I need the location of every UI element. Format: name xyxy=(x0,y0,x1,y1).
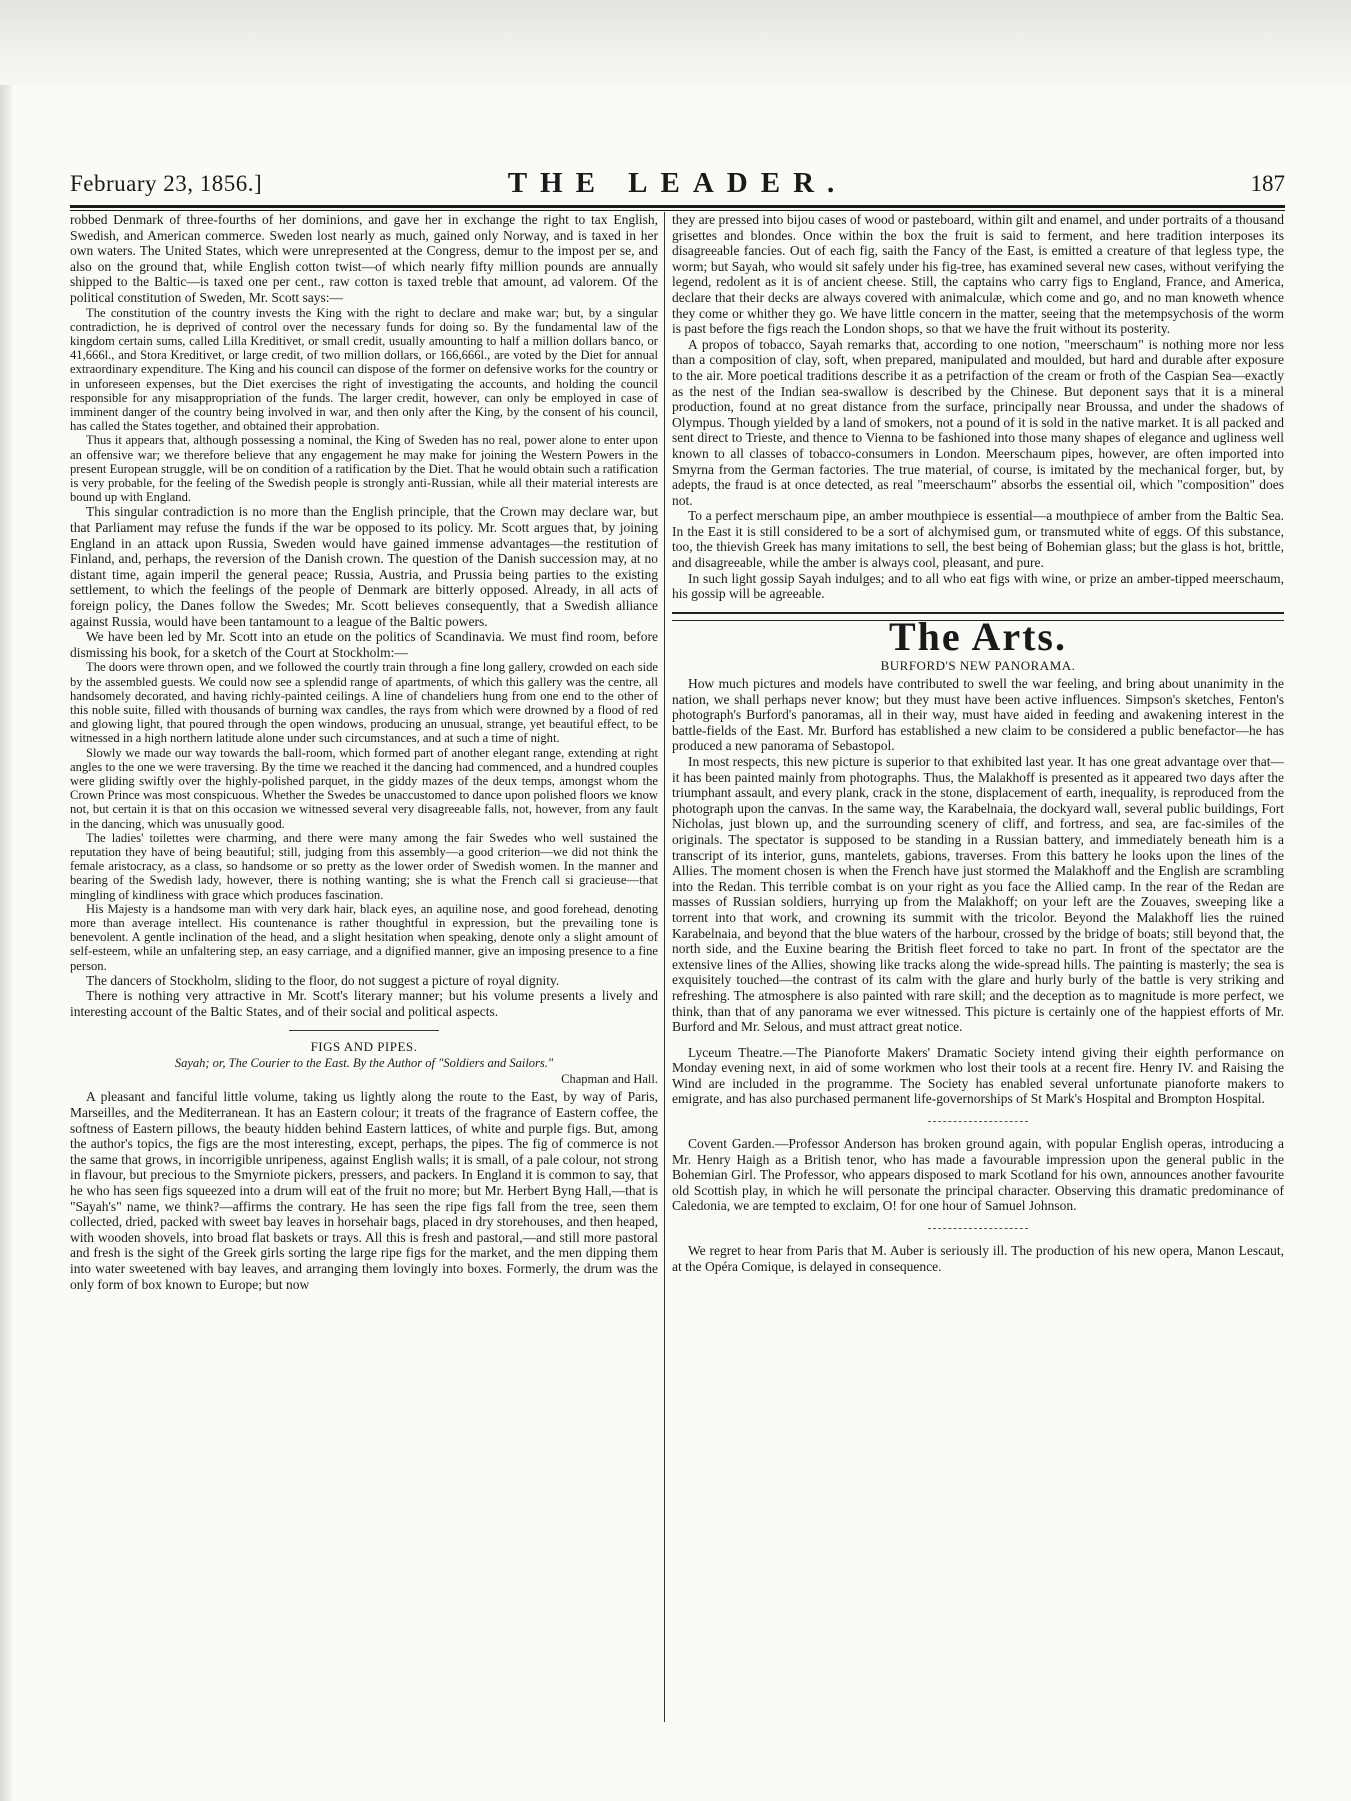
quoted-paragraph: Thus it appears that, although possessing a nominal, the King of Sweden has no real, power alone to enter upon an offensive war; we therefore believe that any engagement he may make for joining the Western Powers in the present European struggle, will be on condition of a ratification by the Diet. That he would obtain such a ratification is very probable, for the feeling of the Swedish people is strongly anti-Russian, while all their material interests are bound up with England. xyxy=(70,433,658,505)
masthead-title: THE LEADER. xyxy=(507,167,848,199)
right-paragraph: In most respects, this new picture is superior to that exhibited last year. It has one great advantage over that—it has been painted mainly from photographs. Thus, the Malakhoff is presented as it appeared two days after the triumphant assault, and every plank, crack in the stone, displacement of earth, inequality, is reproduced from the photograph upon the canvas. In the same way, the Karabelnaia, the dockyard wall, several public buildings, Fort Nicholas, just blown up, and the surrounding scenery of cliff, and fortress, and sea, are fac-similes of the originals. The spectator is supposed to be standing in a Russian battery, and immediately beneath him is a transcript of its interior, guns, mantelets, gabions, traverses. From this battery he looks upon the lines of the Allies. The moment chosen is when the French have just stormed the Malakhoff and the English are scrambling into the Redan. This terrible combat is on your right as you face the Allied camp. In the rear of the Redan are masses of Russian soldiers, hurrying up from the Malakhoff; on your left are the Zouaves, sweeping like a torrent into that work, and crowning its summit with the tricolor. Beyond the Malakhoff lies the ruined Karabelnaia, and beyond that the blue waters of the harbour, crossed by the bridge of boats; still beyond that, the north side, and the Euxine bearing the British fleet forced to take no part. In front of the spectator are the extensive lines of the Allies, showing like tracks along the wide-spread hills. The painting is masterly; the sea is exquisitely touched—the contrast of its calm with the glare and hurly burly of the battle is very striking and refreshing. The atmosphere is also painted with rare skill; and the deception as to magnitude is more perfect, we think, than that of any panorama we ever witnessed. This picture is certainly one of the happiest efforts of Mr. Burford and Mr. Selous, and must attract great notice. xyxy=(672,754,1284,1035)
header-rule-thin xyxy=(70,210,1285,211)
figs-book-title: Sayah; or, The Courier to the East. By the Author of "Soldiers and Sailors." xyxy=(174,1056,554,1071)
scan-spine-shadow xyxy=(0,85,12,1801)
right-paragraph: they are pressed into bijou cases of wood or pasteboard, within gilt and enamel, and under portraits of a thousand grisettes and blondes. Once within the box the fruit is said to ferment, and here tradition interposes its disagreeable fancies. Out of each fig, saith the Fancy of the East, is emitted a creature of that legless type, the worm; but Sayah, who would sit safely under his fig-tree, has examined several new cases, without verifying the legend, redolent as it is of ancient cheese. Still, the captains who carry figs to England, France, and America, declare that their decks are always covered with animalculæ, which come and go, and no man knoweth whence they come or whither they go. We have little concern in the matter, seeing that the metempsychosis of the worm is past before the figs reach the London shops, so that we have the fruit without its posterity. xyxy=(672,212,1284,337)
quoted-paragraph: The doors were thrown open, and we followed the courtly train through a fine long gallery, crowded on each side by the assembled guests. We could now see a splendid range of apartments, of which this gallery was the centre, all handsomely decorated, and having richly-painted ceilings. A line of chandeliers hung from one end to the other of this noble suite, filled with thousands of burning wax candles, the rays from which were drowned by a flood of red and glowing light, that poured through the open windows, producing an unusual, strange, yet beautiful effect, to be witnessed in a high northern latitude alone under such circumstances, and at such a time of night. xyxy=(70,660,658,746)
quoted-paragraph: The ladies' toilettes were charming, and there were many among the fair Swedes who well sustained the reputation they have of being beautiful; still, judging from this assembly—a good criterion—we did not think the female aristocracy, as a class, so handsome or so pretty as the lower order of Swedish women. In the manner and bearing of the Swedish lady, however, there is nothing wanting; she is what the French call si gracieuse—that mingling of kindliness with grace which produces fascination. xyxy=(70,830,658,902)
left-paragraph: This singular contradiction is no more than the English principle, that the Crown may declare war, but that Parliament may refuse the funds if the war be opposed to its policy. Mr. Scott argues that, by joining England in an attack upon Russia, Sweden would have gained immense advantages—the restitution of Finland, and, perhaps, the reversion of the Danish crown. The question of the Danish succession may, at no distant time, again imperil the general peace; Russia, Austria, and Prussia being parties to the existing settlement, to which the feelings of the people of Denmark are bitterly opposed. Already, in all acts of foreign policy, the Danes follow the Swedes; Mr. Scott believes consequently, that a Swedish alliance against Russia, would have been tantamount to a league of the Baltic powers. xyxy=(70,504,658,629)
header-rule xyxy=(70,205,1285,208)
auber-notice: We regret to hear from Paris that M. Auber is seriously ill. The production of his new opera, Manon Lescaut, at the Opéra Comique, is delayed in consequence. xyxy=(672,1243,1284,1274)
quoted-paragraph: The constitution of the country invests the King with the right to declare and make war; but, by a singular contradiction, he is deprived of control over the necessary funds for doing so. By the fundamental law of the kingdom certain sums, called Lilla Kreditivet, or small credit, usually amounting to half a million dollars banco, or 41,666l., and Stora Kreditivet, or large credit, of two million dollars, or 166,666l., are voted by the Diet for annual extraordinary expenditure. The King and his council can dispose of the former on defensive works for the country or in unforeseen expenses, but the Diet exercises the right of investigating the accounts, and holding the council responsible for any misappropriation of the funds. The larger credit, however, can only be employed in case of imminent danger of the country being involved in war, and then only after the King, by the consent of his council, has called the States together, and obtained their approbation. xyxy=(70,305,658,434)
left-paragraph: The dancers of Stockholm, sliding to the floor, do not suggest a picture of royal dignity. xyxy=(86,972,560,988)
page-header xyxy=(70,165,1285,205)
right-column xyxy=(672,212,1284,1712)
column-divider xyxy=(664,212,665,1722)
figs-section-title: FIGS AND PIPES. xyxy=(310,1038,418,1054)
quoted-paragraph: His Majesty is a handsome man with very dark hair, black eyes, an aquiline nose, and good forehead, denoting more than average intellect. His countenance is rather thoughtful in expression, but the prevailing tone is benevolent. A gentle inclination of the head, and a slight hesitation when speaking, denote only a slight amount of self-esteem, while an unfaltering step, an easy carriage, and a dignified manner, give an imposing presence to a fine person. xyxy=(70,901,658,973)
arts-section-heading: The Arts. xyxy=(889,613,1067,659)
covent-garden-notice: Covent Garden.—Professor Anderson has broken ground again, with popular English operas, introducing a Mr. Henry Haigh as a British tenor, who has made a favourable impression upon the general public in the Bohemian Girl. The Professor, who appears disposed to mark Scotland for his own, announces another favourite old Scottish play, in which he will personate the principal character. Observing this dramatic predominance of Caledonia, we are tempted to exclaim, O! for one hour of Samuel Johnson. xyxy=(672,1136,1284,1214)
section-divider xyxy=(289,1030,439,1031)
right-paragraph: In such light gossip Sayah indulges; and to all who eat figs with wine, or prize an amber-tipped meerschaum, his gossip will be agreeable. xyxy=(672,570,1284,602)
scan-top-margin xyxy=(0,0,1351,85)
right-paragraph: To a perfect merschaum pipe, an amber mouthpiece is essential—a mouthpiece of amber from the Baltic Sea. In the East it is still considered to be a sort of alchymised gum, or transmuted white of eggs. Of this substance, too, the thievish Greek has many imitations to sell, the best being of Bohemian glass; but the glass is hot, brittle, and disagreeable, while the amber is always cool, pleasant, and pure. xyxy=(672,508,1284,571)
left-paragraph: We have been led by Mr. Scott into an etude on the politics of Scandinavia. We must find room, before dismissing his book, for a sketch of the Court at Stockholm:— xyxy=(70,629,658,660)
left-column xyxy=(70,212,658,1722)
issue-date: February 23, 1856.] xyxy=(70,171,263,196)
left-paragraph: There is nothing very attractive in Mr. Scott's literary manner; but his volume presents a lively and interesting account of the Baltic States, and of their social and political aspects. xyxy=(70,988,658,1019)
dotted-divider xyxy=(928,1228,1028,1229)
dotted-divider xyxy=(928,1121,1028,1122)
quoted-paragraph: Slowly we made our way towards the ball-room, which formed part of another elegant range, extending at right angles to the one we were traversing. By the time we reached it the dancing had commenced, and a hundred couples were gliding swiftly over the highly-polished parquet, in the giddy mazes of the deux temps, amongst whom the Crown Prince was most conspicuous. Whether the Swedes be unaccustomed to dance upon polished floors we know not, but certain it is that on this occasion we witnessed several very disagreeable falls, not, however, from any fault in the dancing, which was unusually good. xyxy=(70,745,658,831)
panorama-title: BURFORD'S NEW PANORAMA. xyxy=(880,658,1076,674)
page-number: 187 xyxy=(1250,171,1285,196)
figs-publisher: Chapman and Hall. xyxy=(561,1071,658,1086)
left-paragraph: robbed Denmark of three-fourths of her dominions, and gave her in exchange the right to tax English, Swedish, and American commerce. Sweden lost nearly as much, gained only Norway, and is taxed in her own waters. The United States, which were unrepresented at the Congress, demur to the impost per se, and also on the ground that, while English cotton twist—of which nearly fifty million pounds are annually shipped to the Baltic—is taxed one per cent., raw cotton is taxed treble that amount, ad valorem. Of the political constitution of Sweden, Mr. Scott says:— xyxy=(70,212,658,305)
right-paragraph: How much pictures and models have contributed to swell the war feeling, and bring about unanimity in the nation, we shall perhaps never know; but they must have been active influences. Simpson's sketches, Fenton's photograph's Burford's panoramas, all in their way, must have aided in feeding and awakening interest in the battle-fields of the East. Mr. Burford has established a new claim to be considered a public benefactor—he has produced a new panorama of Sebastopol. xyxy=(672,676,1284,754)
left-paragraph: A pleasant and fanciful little volume, taking us lightly along the route to the East, by way of Paris, Marseilles, and the Mediterranean. It has an Eastern colour; it treats of the fragrance of Eastern coffee, the softness of Eastern pillows, the beauty hidden behind Eastern lattices, of white and purple figs. But, among the author's topics, the figs are the most interesting, except, perhaps, the pipes. The fig of commerce is not the same that grows, in incorrigible unripeness, against English walls; it is small, of a pale colour, not strong in flavour, but precious to the Smyrniote pickers, pressers, and packers. In England it is common to say, that he who has seen figs squeezed into a drum will eat of the fruit no more; but Mr. Herbert Byng Hall,—that is "Sayah's" name, we think?—affirms the contrary. He has seen the ripe figs fall from the tree, seen them collected, dried, packed with sweet bay leaves in horsehair bags, placed in dry storehouses, and then heaped, with wooden shovels, into broad flat baskets or trays. All this is fresh and pastoral,—and still more pastoral and fresh is the sight of the Greek girls sorting the large ripe figs for the market, and the men dipping them into water sweetened with bay leaves, and arranging them lovingly into boxes. Formerly, the drum was the only form of box known to Europe; but now xyxy=(70,1089,658,1292)
right-paragraph: A propos of tobacco, Sayah remarks that, according to one notion, "meerschaum" is nothing more nor less than a composition of clay, soft, when prepared, manipulated and moulded, but hard and durable after exposure to the air. More poetical traditions describe it as a petrifaction of the cream or froth of the Caspian Sea—exactly as the nest of the Indian sea-swallow is described by the Chinese. But deponent says that it is a mineral production, found at no great distance from the surface, principally near Broussa, and under the shadows of Olympus. Though yielded by a land of smokers, not a pound of it is sold in the native market. It is all packed and sent direct to Trieste, and thence to Vienna to be fashioned into those many shapes of elegance and ugliness well known to all classes of tobacco-consumers in London. Meerschaum pipes, however, are often imported into Smyrna from the German factories. The true material, of course, is imitated by the mechanical forger, but, by adepts, the fraud is at once detected, as real "meerschaum" absorbs the essential oil, which "composition" does not. xyxy=(672,336,1284,508)
lyceum-notice: Lyceum Theatre.—The Pianoforte Makers' Dramatic Society intend giving their eighth performance on Monday evening next, in aid of some workmen who lost their tools at a recent fire. Henry IV. and Raising the Wind are included in the programme. The Society has enabled several unfortunate pianoforte makers to emigrate, and has also purchased permanent life-governorships of St Mark's Hospital and Brompton Hospital. xyxy=(672,1044,1284,1107)
